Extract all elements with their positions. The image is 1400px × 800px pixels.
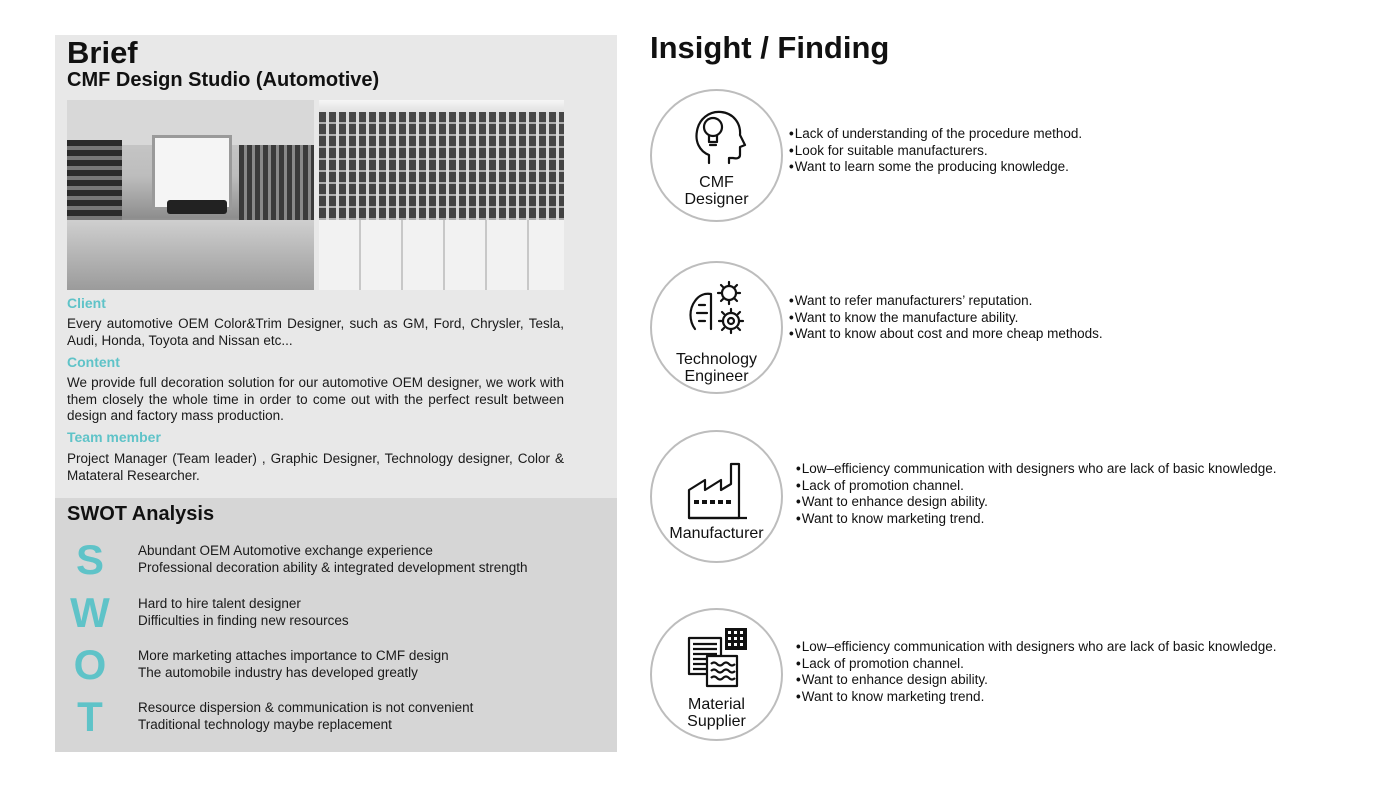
swot-line: Hard to hire talent designer <box>138 596 301 611</box>
persona-cmf-designer-findings <box>789 126 1082 176</box>
studio-photo-sample-wall <box>319 100 564 290</box>
finding-item: • Look for suitable manufacturers. <box>789 143 1082 160</box>
content-label: Content <box>67 354 120 370</box>
persona-label: Material Supplier <box>687 696 746 730</box>
swot-letter-w: W <box>70 589 110 636</box>
brief-title: Brief <box>67 35 138 70</box>
client-text: Every automotive OEM Color&Trim Designer, such as GM, Ford, Chrysler, Tesla, Audi, Honda, Toyota and Nissan etc... <box>67 316 564 348</box>
finding-item: • Want to know marketing trend. <box>796 511 1276 528</box>
swot-title: SWOT Analysis <box>67 503 215 525</box>
persona-cmf-designer <box>650 89 783 222</box>
swot-weaknesses <box>138 596 349 629</box>
finding-item: • Low–efficiency communication with designers who are lack of basic knowledge. <box>796 639 1276 656</box>
head-gears-icon <box>685 277 751 343</box>
persona-label: Manufacturer <box>669 525 764 542</box>
swot-line: Difficulties in finding new resources <box>138 612 349 628</box>
finding-item: • Want to enhance design ability. <box>796 672 1276 689</box>
finding-item: • Want to know the manufacture ability. <box>789 310 1103 327</box>
swot-line: Traditional technology maybe replacement <box>138 716 392 732</box>
swot-letter-s: S <box>75 536 104 583</box>
swot-opportunities <box>138 648 449 681</box>
studio-photo-room <box>67 100 314 290</box>
persona-material-supplier <box>650 608 783 741</box>
brief-subtitle: CMF Design Studio (Automotive) <box>67 69 380 91</box>
team-label: Team member <box>67 429 161 445</box>
finding-item: • Lack of understanding of the procedure method. <box>789 126 1082 143</box>
swot-strengths <box>138 543 527 576</box>
finding-item: • Low–efficiency communication with designers who are lack of basic knowledge. <box>796 461 1276 478</box>
finding-item: • Lack of promotion channel. <box>796 656 1276 673</box>
finding-item: • Want to enhance design ability. <box>796 494 1276 511</box>
team-text: Project Manager (Team leader) , Graphic Designer, Technology designer, Color & Matateral Researcher. <box>67 451 564 483</box>
client-label: Client <box>67 295 106 311</box>
content-text: We provide full decoration solution for our automotive OEM designer, we work with them closely the whole time in order to come out with the perfect result between design and factory mass production. <box>67 375 564 423</box>
material-samples-icon <box>685 626 751 692</box>
persona-manufacturer <box>650 430 783 563</box>
swot-threats <box>138 700 473 733</box>
finding-item: • Want to refer manufacturers’ reputation. <box>789 293 1103 310</box>
insight-title: Insight / Finding <box>650 30 890 65</box>
persona-material-supplier-findings <box>796 639 1276 705</box>
factory-icon <box>685 458 751 524</box>
finding-item: • Lack of promotion channel. <box>796 478 1276 495</box>
persona-manufacturer-findings <box>796 461 1276 527</box>
persona-technology-engineer <box>650 261 783 394</box>
swot-line: Professional decoration ability & integrated development strength <box>138 559 528 575</box>
swot-letter-o: O <box>73 641 107 688</box>
persona-label: CMF Designer <box>684 174 749 208</box>
swot-letter-t: T <box>77 693 103 740</box>
persona-technology-engineer-findings <box>789 293 1103 343</box>
swot-line: Resource dispersion & communication is not convenient <box>138 700 474 715</box>
finding-item: • Want to know marketing trend. <box>796 689 1276 706</box>
swot-line: More marketing attaches importance to CMF design <box>138 648 449 663</box>
brief-panel <box>55 35 617 498</box>
head-lightbulb-icon <box>685 105 751 171</box>
swot-line: The automobile industry has developed greatly <box>138 664 418 680</box>
swot-panel <box>55 498 617 752</box>
finding-item: • Want to know about cost and more cheap methods. <box>789 326 1103 343</box>
persona-label: Technology Engineer <box>676 351 757 385</box>
finding-item: • Want to learn some the producing knowledge. <box>789 159 1082 176</box>
swot-line: Abundant OEM Automotive exchange experience <box>138 543 433 558</box>
